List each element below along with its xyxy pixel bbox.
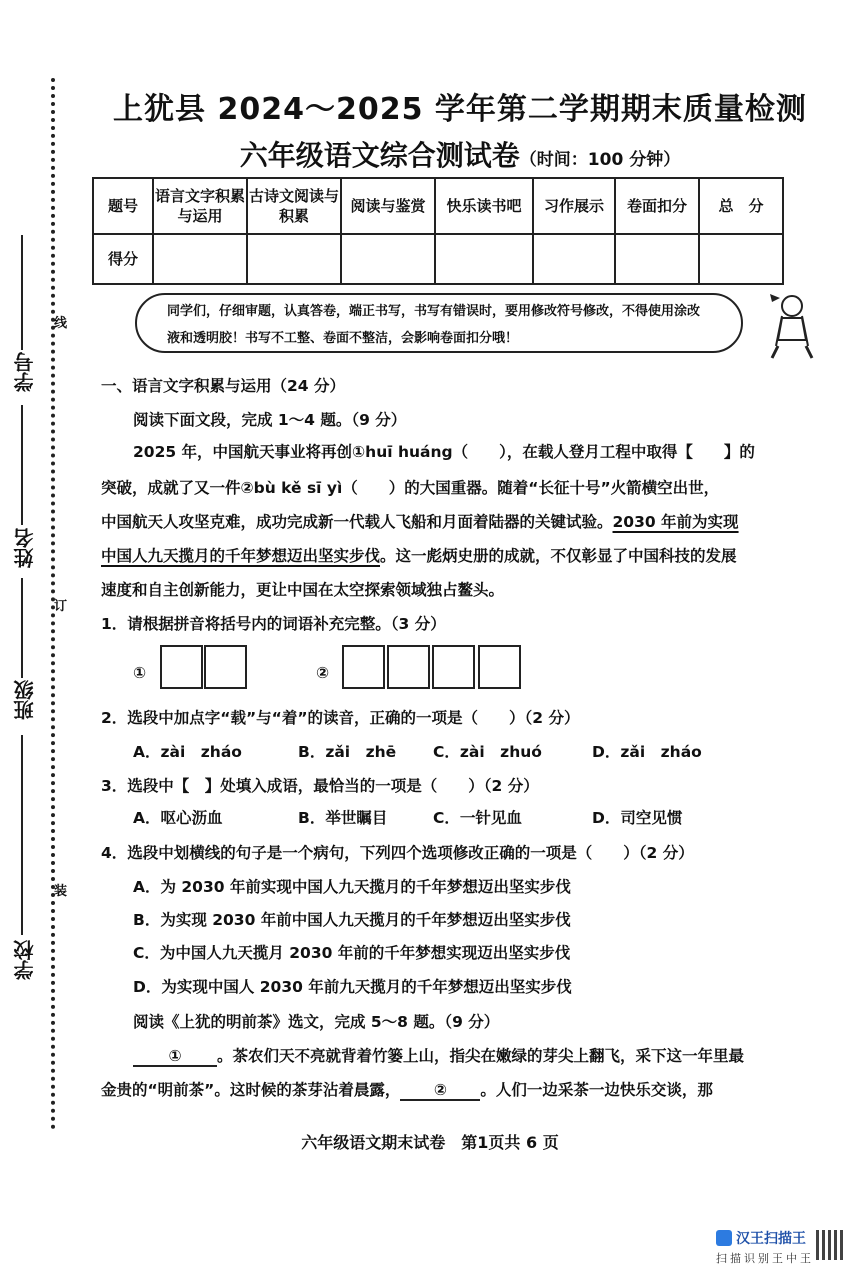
page-footer: 六年级语文期末试卷 第1页共 6 页 — [301, 1133, 559, 1152]
score-cell[interactable] — [153, 234, 247, 284]
q1-answer-box[interactable] — [160, 645, 203, 689]
student-number-field[interactable] — [21, 235, 23, 350]
section1-instruction: 阅读下面文段，完成 1～4 题。（9 分） — [133, 411, 407, 429]
passage-line: 2025 年，中国航天事业将再创①huī huáng（ ），在载人登月工程中取得【 】的 — [133, 443, 755, 461]
passage-text: 金贵的“明前茶”。这时候的茶芽沾着晨露， — [101, 1081, 401, 1099]
time-note: （时间：100 分钟） — [519, 150, 681, 170]
q1-answer-box[interactable] — [432, 645, 475, 689]
passage-line: 速度和自主创新能力，更让中国在太空探索领域独占鳌头。 — [101, 581, 505, 599]
q3-option-c[interactable]: C．一针见血 — [433, 809, 522, 827]
q1-answer-box[interactable] — [478, 645, 521, 689]
q1-answer-box[interactable] — [204, 645, 247, 689]
q4-option-a[interactable]: A．为 2030 年前实现中国人九天揽月的千年梦想迈出坚实步伐 — [133, 878, 571, 896]
score-cell[interactable] — [699, 234, 783, 284]
underlined-sentence: 2030 年前为实现 — [612, 513, 739, 531]
score-table-header-row — [93, 178, 783, 234]
exam-title: 上犹县 2024～2025 学年第二学期期末质量检测 — [113, 92, 807, 127]
score-header-cell: 古诗文阅读与积累 — [247, 178, 341, 234]
passage-line — [101, 544, 737, 566]
passage-line — [101, 1078, 713, 1101]
notice-line: 同学们，仔细审题，认真答卷，端正书写，书写有错误时，要用修改符号修改，不得使用涂改 — [167, 304, 701, 319]
underlined-sentence: 中国人九天揽月的千年梦想迈出坚实步伐 — [101, 547, 381, 565]
score-header-cell: 总 分 — [699, 178, 783, 234]
question-2: 2．选段中加点字“载”与“着”的读音，正确的一项是（ ）（2 分） — [101, 709, 580, 727]
notice-line: 液和透明胶！书写不工整、卷面不整洁，会影响卷面扣分哦！ — [167, 331, 519, 346]
name-field[interactable] — [21, 405, 23, 525]
score-header-cell: 习作展示 — [533, 178, 615, 234]
q3-option-b[interactable]: B．举世瞩目 — [298, 809, 388, 827]
score-cell[interactable] — [615, 234, 699, 284]
score-cell[interactable] — [533, 234, 615, 284]
score-header-cell: 阅读与鉴赏 — [341, 178, 435, 234]
q2-option-c[interactable]: C．zài zhuó — [433, 743, 542, 761]
school-field[interactable] — [21, 735, 23, 935]
blank-2[interactable]: ② — [400, 1081, 480, 1101]
q3-option-a[interactable]: A．呕心沥血 — [133, 809, 223, 827]
score-header-cell: 快乐读书吧 — [435, 178, 533, 234]
exam-subtitle — [0, 134, 860, 174]
scanner-brand — [716, 1228, 806, 1248]
q4-option-d[interactable]: D．为实现中国人 2030 年前九天揽月的千年梦想迈出坚实步伐 — [133, 978, 572, 996]
passage-line: 突破，成就了又一件②bù kě sī yì（ ）的大国重器。随着“长征十号”火箭横空出世， — [101, 479, 720, 497]
name-label: 姓名 — [13, 528, 37, 568]
subtitle-text: 六年级语文综合测试卷 — [239, 139, 520, 172]
student-cartoon-icon — [752, 282, 832, 362]
passage-text: 。人们一边采茶一边快乐交谈，那 — [480, 1081, 713, 1099]
student-number-label: 学号 — [13, 352, 37, 392]
q1-label-2: ② — [316, 664, 330, 682]
passage-text: 。这一彪炳史册的成就，不仅彰显了中国科技的发展 — [380, 547, 737, 565]
score-row-label: 得分 — [93, 234, 153, 284]
score-header-cell: 卷面扣分 — [615, 178, 699, 234]
notice-bubble — [135, 293, 743, 353]
q2-option-a[interactable]: A．zài zháo — [133, 743, 242, 761]
scanner-brand-text: 汉王扫描王 — [736, 1231, 806, 1247]
class-field[interactable] — [21, 578, 23, 678]
q2-option-d[interactable]: D．zǎi zháo — [592, 743, 702, 761]
score-cell[interactable] — [435, 234, 533, 284]
blank-1[interactable]: ① — [133, 1047, 217, 1067]
q1-answer-box[interactable] — [387, 645, 430, 689]
class-label: 班级 — [13, 680, 37, 720]
section1-heading: 一、语言文字积累与运用（24 分） — [101, 377, 345, 395]
passage-text: 。茶农们天不亮就背着竹篓上山，指尖在嫩绿的芽尖上翻飞，采下这一年里最 — [217, 1047, 745, 1065]
score-cell[interactable] — [341, 234, 435, 284]
q1-answer-box[interactable] — [342, 645, 385, 689]
score-table — [92, 177, 784, 285]
score-table-score-row — [93, 234, 783, 284]
score-header-cell: 语言文字积累与运用 — [153, 178, 247, 234]
school-label: 学校 — [13, 940, 37, 980]
passage-line — [101, 510, 739, 532]
q4-option-c[interactable]: C．为中国人九天揽月 2030 年前的千年梦想实现迈出坚实步伐 — [133, 944, 571, 962]
passage-line — [133, 1044, 744, 1067]
binding-mark-zhuang: 装 — [54, 884, 68, 899]
question-4: 4．选段中划横线的句子是一个病句，下列四个选项修改正确的一项是（ ）（2 分） — [101, 844, 694, 862]
scanner-tagline: 扫描识别王中王 — [716, 1252, 814, 1265]
question-3: 3．选段中【 】处填入成语，最恰当的一项是（ ）（2 分） — [101, 777, 539, 795]
qr-code-icon — [816, 1230, 846, 1260]
score-header-cell: 题号 — [93, 178, 153, 234]
scanner-logo-icon — [716, 1230, 732, 1246]
passage-text: 中国航天人攻坚克难，成功完成新一代载人飞船和月面着陆器的关键试验。 — [101, 513, 613, 531]
score-cell[interactable] — [247, 234, 341, 284]
q2-option-b[interactable]: B．zǎi zhē — [298, 743, 397, 761]
reading2-instruction: 阅读《上犹的明前茶》选文，完成 5～8 题。（9 分） — [133, 1013, 500, 1031]
q1-label-1: ① — [133, 664, 147, 682]
q3-option-d[interactable]: D．司空见惯 — [592, 809, 683, 827]
binding-mark-line: 线 — [54, 316, 68, 331]
binding-mark-ding: 订 — [54, 599, 68, 614]
q4-option-b[interactable]: B．为实现 2030 年前中国人九天揽月的千年梦想迈出坚实步伐 — [133, 911, 571, 929]
question-1: 1．请根据拼音将括号内的词语补充完整。（3 分） — [101, 615, 446, 633]
